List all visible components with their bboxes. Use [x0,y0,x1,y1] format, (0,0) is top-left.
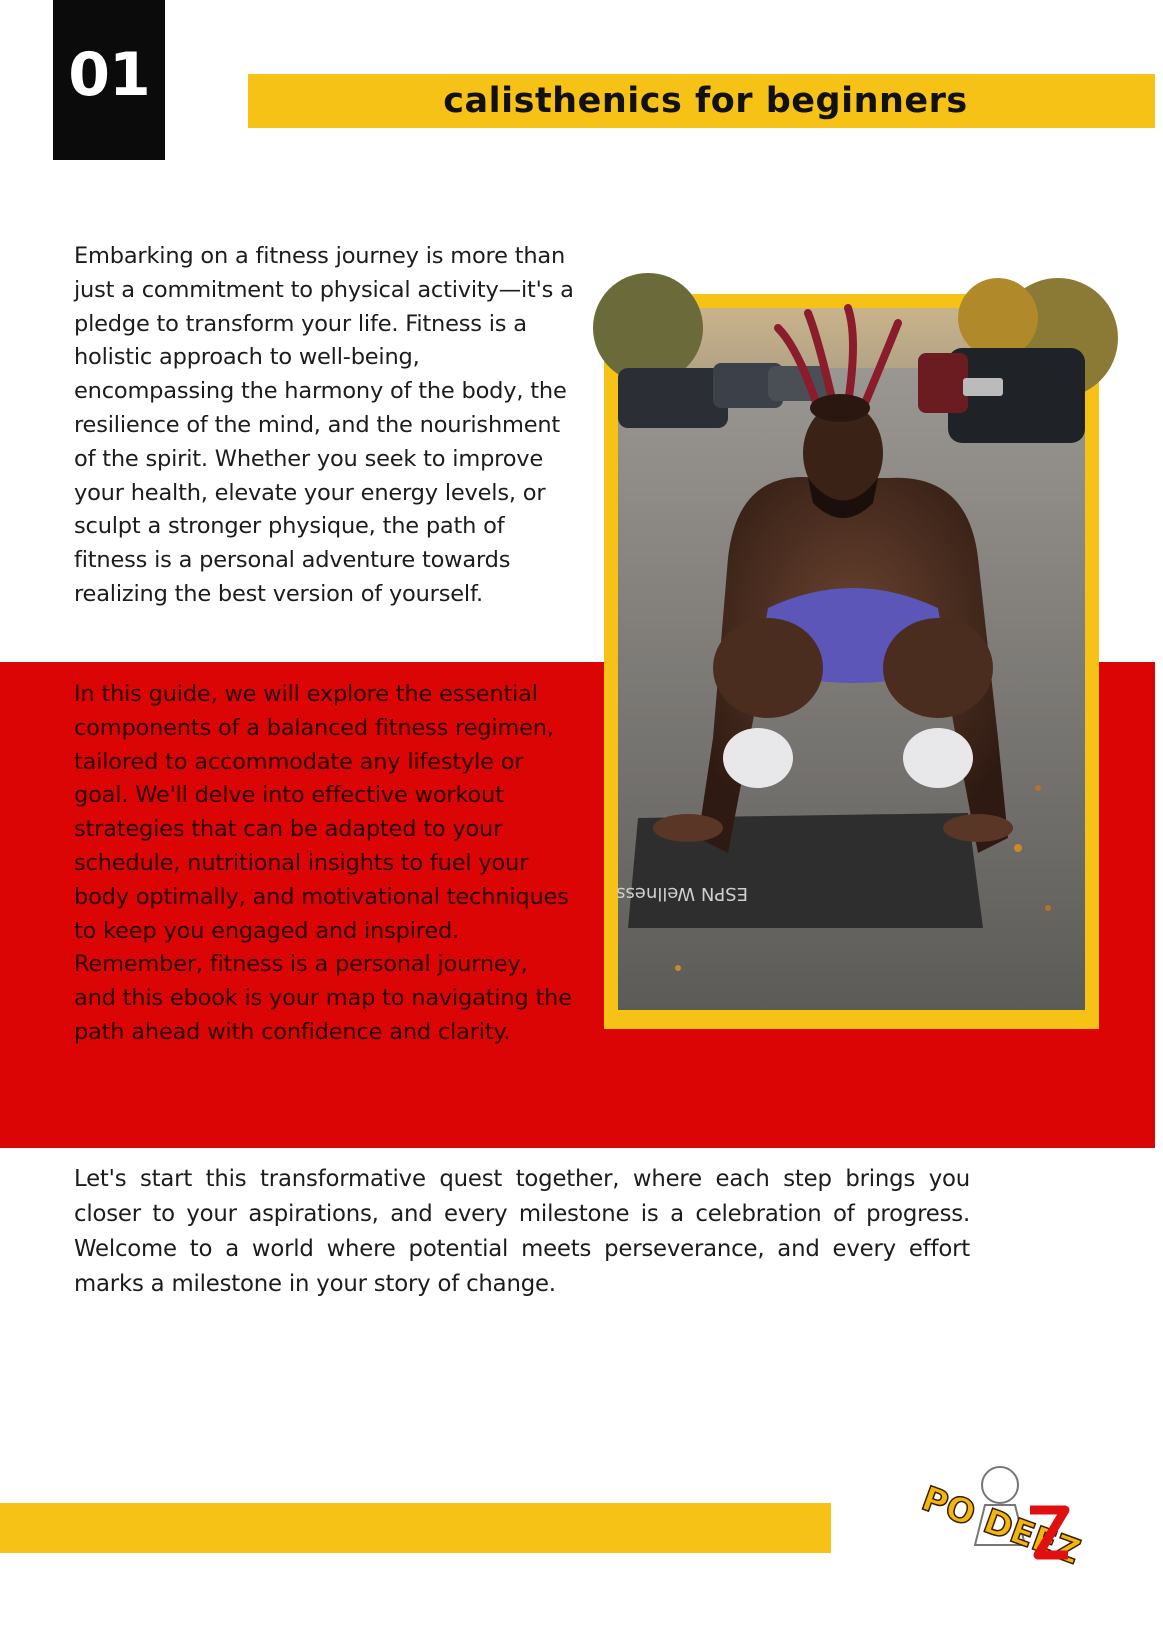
page-title: calisthenics for beginners [443,81,968,121]
intro-paragraph: Embarking on a fitness journey is more than just a commitment to physical activity—it's a pledge to transform your life. Fitness is a holistic approach to well-being, encompassing the harmony of the body, the resilience of the mind, and the nourishment of the spirit. Whether you seek to improve your health, elevate your energy levels, or sculpt a stronger physique, the path of fitness is a personal adventure towards realizing the best version of yourself. [74,243,574,607]
athlete-photo [618,308,1085,1010]
footer-bar [0,1503,831,1553]
closing-paragraph: Let's start this transformative quest together, where each step brings you closer to your aspirations, and every milestone is a celebration of progress. Welcome to a world where potential meets perseverance, and every effort marks a milestone in your story of change. [74,1166,970,1297]
logo-text: PO DEEZ [916,1478,1086,1573]
guide-paragraph: In this guide, we will explore the essential components of a balanced fitness regimen, tailored to accommodate any lifestyle or goal. We'll delve into effective workout strategies that can be adapted to your schedule, nutritional insights to fuel your body optimally, and motivational techniques to keep you engaged and inspired. Remember, fitness is a personal journey, and this ebook is your map to navigating the path ahead with confidence and clarity. [74,681,572,1045]
mat-print: ESPN Wellness [616,883,748,904]
page-number: 01 [68,40,150,110]
brand-logo [916,1455,1086,1575]
page-number-badge [53,0,165,160]
